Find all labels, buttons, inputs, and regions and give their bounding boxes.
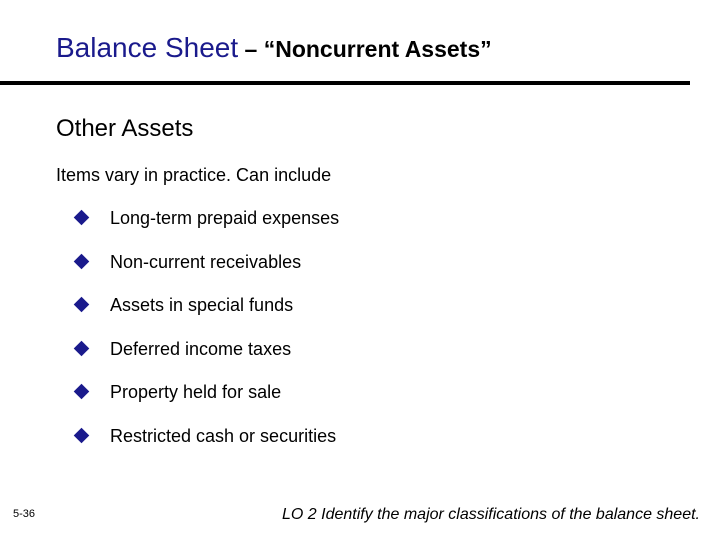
diamond-bullet-icon [74,253,90,269]
intro-text: Items vary in practice. Can include [56,165,332,185]
title-underline-rule [0,81,690,85]
slide-title [56,34,492,62]
bullet-item [72,295,339,339]
bullet-item [72,382,339,426]
bullet-item [72,252,339,296]
diamond-bullet-icon [74,210,90,226]
title-main: Balance Sheet [56,32,239,63]
slide-number: 5-36 [13,508,36,520]
bullet-label: Non-current receivables [110,251,302,272]
bullet-item [72,426,339,470]
bullet-label: Deferred income taxes [110,338,292,359]
bullet-item [72,208,339,252]
bullet-label: Assets in special funds [110,295,294,316]
bullet-list [72,208,339,470]
bullet-label: Restricted cash or securities [110,425,337,446]
learning-objective-footer: LO 2 Identify the major classifications of the balance sheet. [281,506,700,523]
diamond-bullet-icon [74,341,90,357]
diamond-bullet-icon [74,428,90,444]
bullet-label: Long-term prepaid expenses [110,208,340,228]
bullet-item [72,339,339,383]
diamond-bullet-icon [74,297,90,313]
diamond-bullet-icon [74,384,90,400]
section-heading: Other Assets [56,115,194,142]
title-subtitle: – “Noncurrent Assets” [238,36,492,62]
bullet-label: Property held for sale [110,382,282,403]
